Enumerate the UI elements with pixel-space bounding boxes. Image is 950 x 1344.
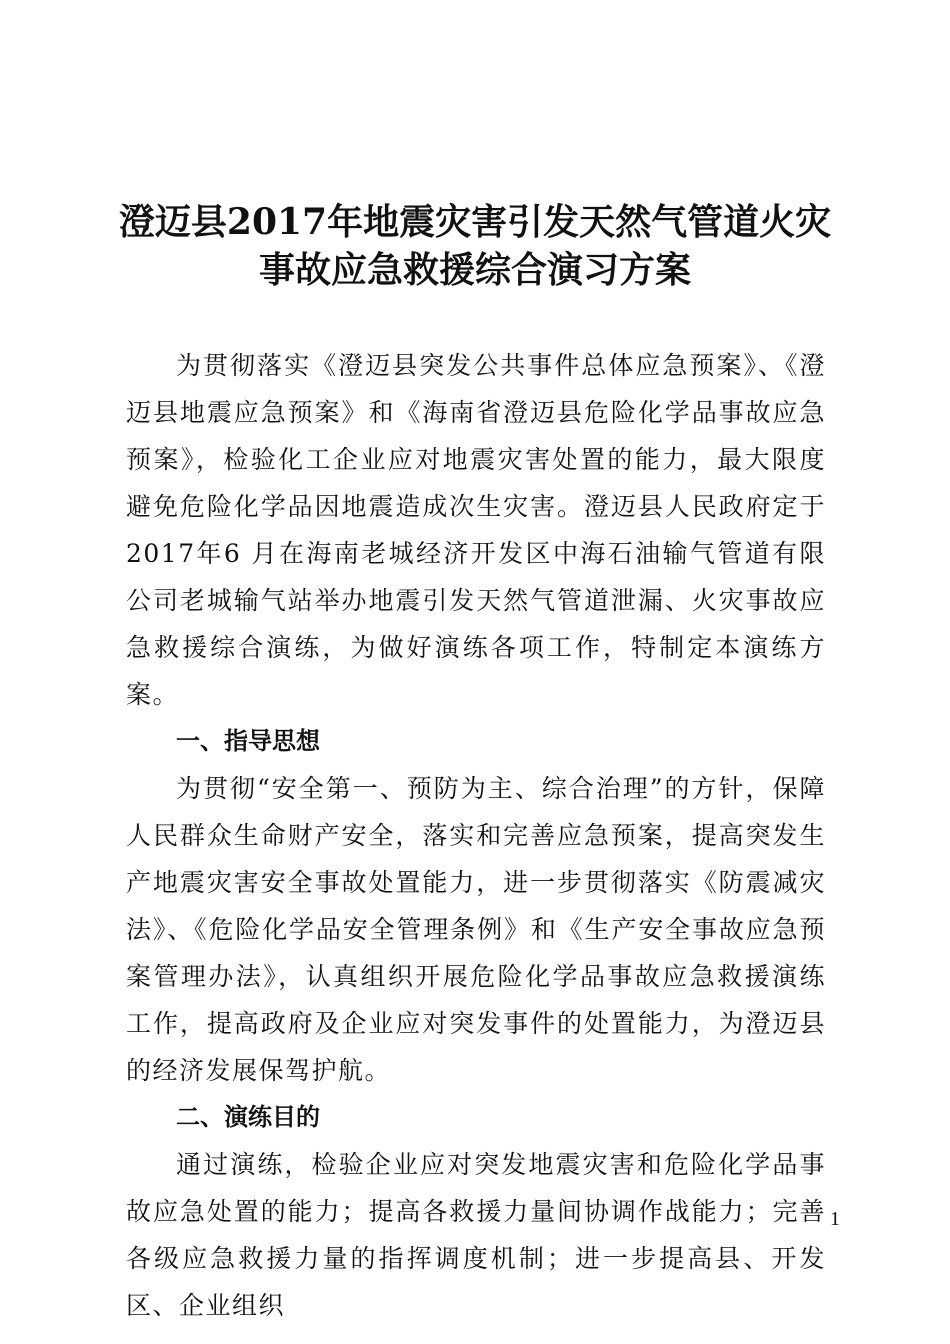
section-heading-guiding-ideology: 一、指导思想 [176, 727, 320, 755]
drill-purpose-paragraph: 通过演练，检验企业应对突发地震灾害和危险化学品事故应急处置的能力；提高各救援力量间协调作战能力；完善各级应急救援力量的指挥调度机制；进一步提高县、开发区、企业组织 [126, 1150, 826, 1320]
page-number: 1 [830, 1208, 840, 1230]
section-heading-drill-purpose: 二、演练目的 [176, 1103, 320, 1131]
guiding-ideology-paragraph: 为贯彻“安全第一、预防为主、综合治理”的方针，保障人民群众生命财产安全，落实和完善应急预案，提高突发生产地震灾害安全事故处置能力，进一步贯彻落实《防震减灾法》、《危险化学品安全管理条例》和《生产安全事故应急预案管理办法》，认真组织开展危险化学品事故应急救援演练工作，提高政府及企业应对突发事件的处置能力，为澄迈县的经济发展保驾护航。 [126, 774, 826, 1085]
document-title-line2: 事故应急救援综合演习方案 [258, 249, 691, 291]
intro-paragraph: 为贯彻落实《澄迈县突发公共事件总体应急预案》、《澄迈县地震应急预案》和《海南省澄迈县危险化学品事故应急预案》，检验化工企业应对地震灾害处置的能力，最大限度避免危险化学品因地震造成次生灾害。澄迈县人民政府定于2017年6 月在海南老城经济开发区中海石油输气管道有限公司老城输气站举办地震引发天然气管道泄漏、火灾事故应急救援综合演练，为做好演练各项工作，特制定本演练方案。 [126, 351, 826, 709]
document-title-line1: 澄迈县2017年地震灾害引发天然气管道火灾 [118, 201, 832, 243]
document-body [126, 342, 826, 1329]
